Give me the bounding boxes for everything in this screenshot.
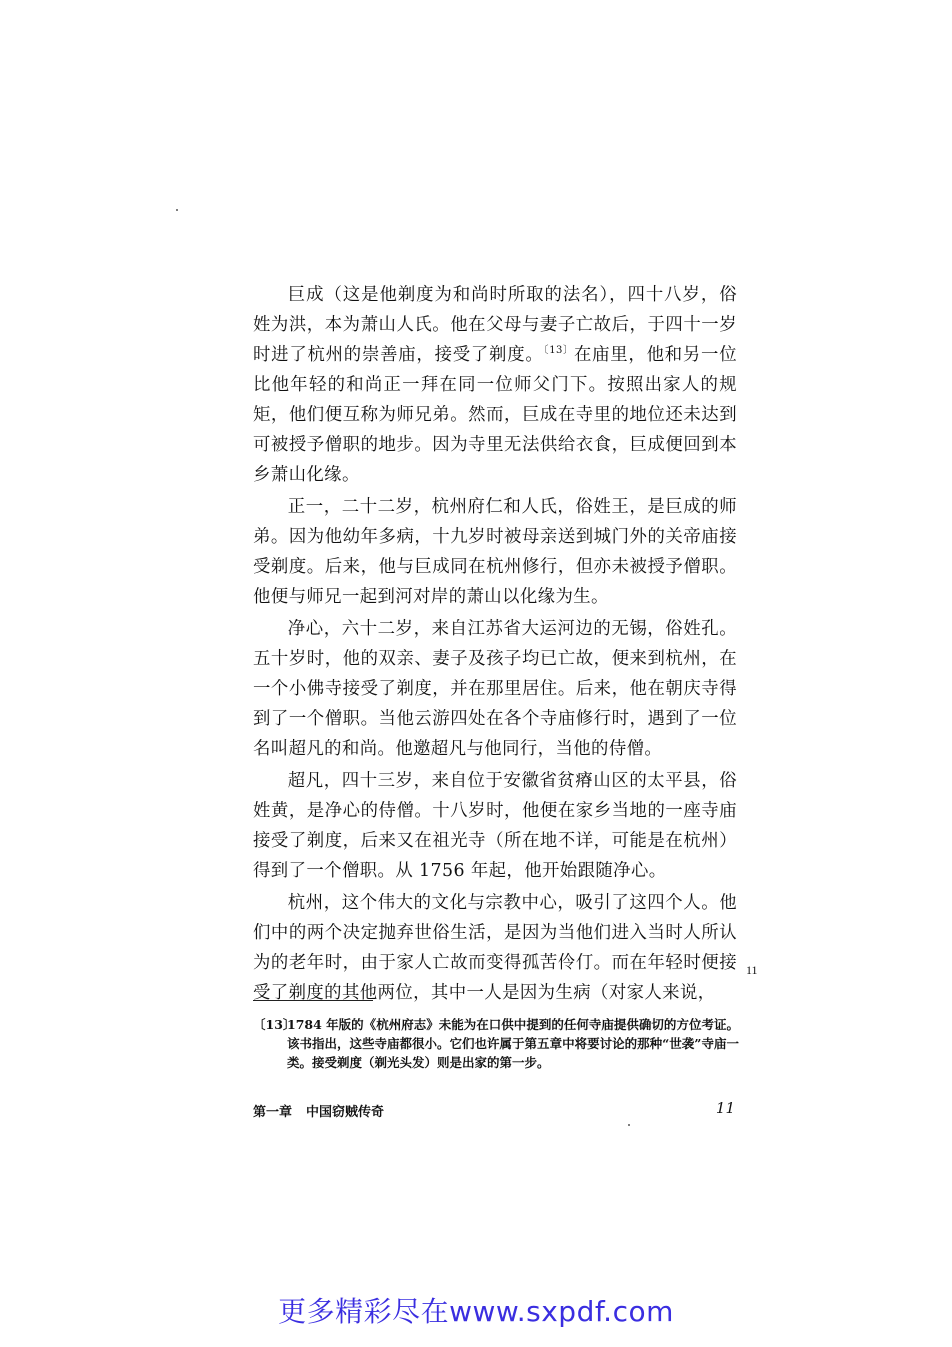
footnote-13 — [253, 1015, 739, 1072]
footnote-divider — [253, 1000, 373, 1001]
page-number: 11 — [715, 1099, 735, 1117]
paragraph-hangzhou: 杭州，这个伟大的文化与宗教中心，吸引了这四个人。他们中的两个决定抛弃世俗生活，是因为当他们进入当时人所认为的老年时，由于家人亡故而变得孤苦伶仃。而在年轻时便接受了剃度的其他两位，其中一人是因为生病（对家人来说， — [253, 893, 737, 1003]
body-text — [253, 280, 737, 1008]
scan-speck — [176, 209, 178, 211]
footnote-reference[interactable]: 〔13〕 — [543, 345, 574, 357]
watermark-link[interactable]: 更多精彩尽在www.sxpdf.com — [278, 1295, 674, 1328]
paragraph-jingxin: 净心，六十二岁，来自江苏省大运河边的无锡，俗姓孔。五十岁时，他的双亲、妻子及孩子均已亡故，便来到杭州，在一个小佛寺接受了剃度，并在那里居住。后来，他在朝庆寺得到了一个僧职。当他云游四处在各个寺庙修行时，遇到了一位名叫超凡的和尚。他邀超凡与他同行，当他的侍僧。 — [253, 619, 737, 759]
chapter-title: 中国窃贼传奇 — [306, 1105, 385, 1120]
footnote-text: 1784 年版的《杭州府志》未能为在口供中提到的任何寺庙提供确切的方位考证。该书指出，这些寺庙都很小。它们也许属于第五章中将要讨论的那种“世袭”寺庙一类。接受剃度（剃光头发）则是出家的第一步。 — [287, 1017, 739, 1070]
margin-page-number: 11 — [746, 963, 758, 977]
paragraph-chaofan: 超凡，四十三岁，来自位于安徽省贫瘠山区的太平县，俗姓黄，是净心的侍僧。十八岁时，他便在家乡当地的一座寺庙接受了剃度，后来又在祖光寺（所在地不详，可能是在杭州）得到了一个僧职。从 1756 年起，他开始跟随净心。 — [253, 771, 737, 881]
paragraph-zhengyi: 正一，二十二岁，杭州府仁和人氏，俗姓王，是巨成的师弟。因为他幼年多病，十九岁时被母亲送到城门外的关帝庙接受剃度。后来，他与巨成同在杭州修行，但亦未被授予僧职。他便与师兄一起到河对岸的萧山以化缘为生。 — [253, 497, 737, 607]
running-footer — [253, 1101, 739, 1123]
chapter-label: 第一章 — [253, 1105, 293, 1120]
footnote-marker: 〔13〕 — [253, 1017, 296, 1032]
scan-speck — [628, 1124, 630, 1126]
chapter-heading — [253, 1101, 384, 1120]
paragraph-jucheng: 巨成（这是他剃度为和尚时所取的法名），四十八岁，俗姓为洪，本为萧山人氏。他在父母与妻子亡故后，于四十一岁时进了杭州的崇善庙，接受了剃度。$^{〔13〕}$在庙里，他和另一位比他年轻的和尚正一拜在同一位师父门下。按照出家人的规矩，他们便互称为师兄弟。然而，巨成在寺里的地位还未达到可被授予僧职的地步。因为寺里无法供给衣食，巨成便回到本乡萧山化缘。 — [253, 285, 738, 485]
